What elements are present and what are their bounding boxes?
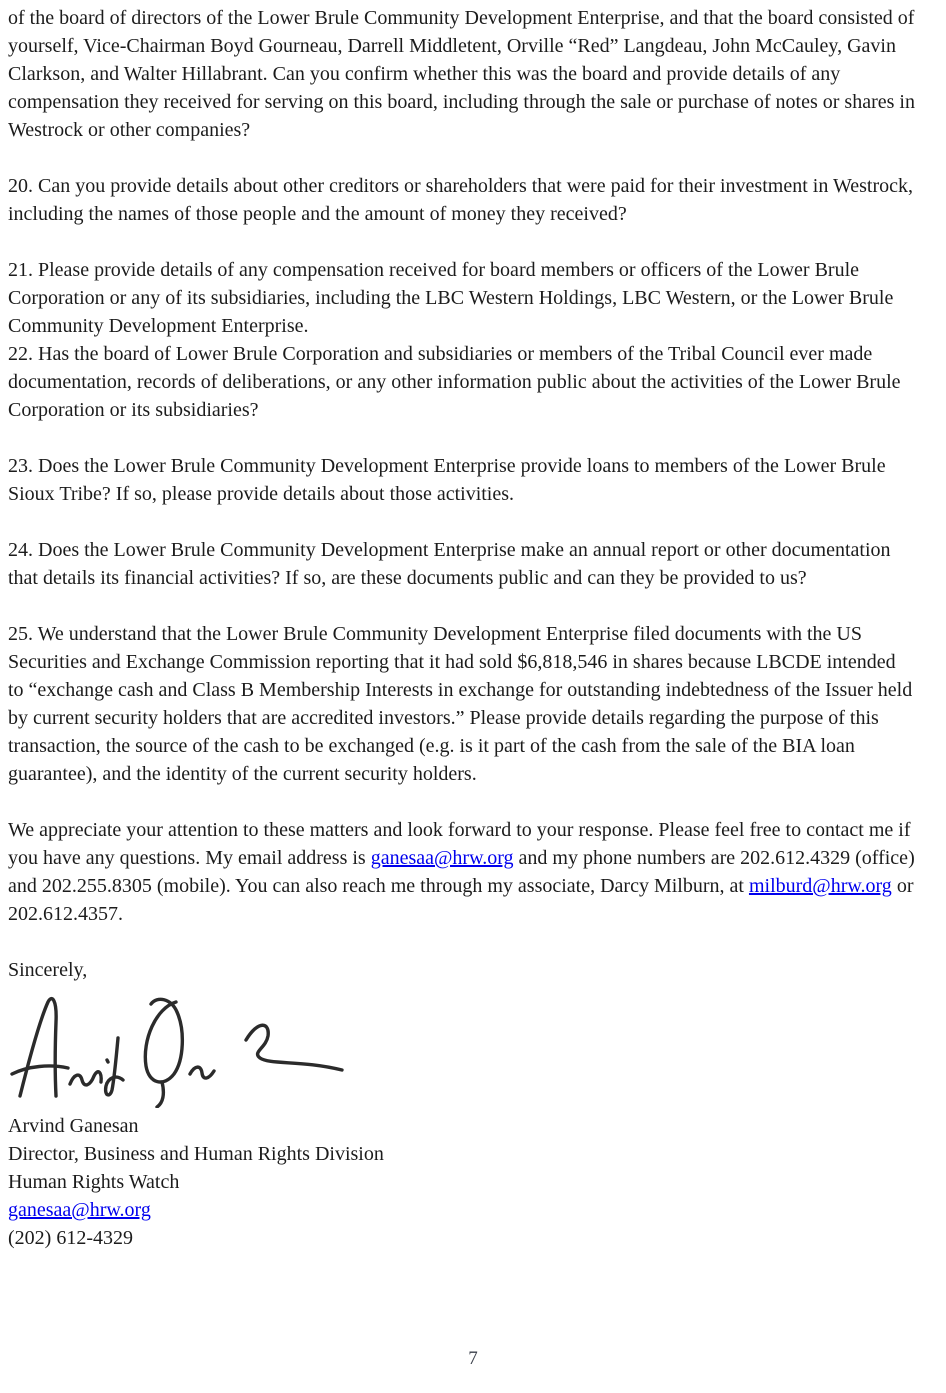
question-23: 23. Does the Lower Brule Community Development Enterprise provide loans to members of the Lower Brule Sioux Tribe? If so, please provide details about those activities. xyxy=(8,455,886,505)
page-number: 7 xyxy=(468,1348,478,1369)
question-20: 20. Can you provide details about other creditors or shareholders that were paid for their investment in Westrock, including the names of those people and the amount of money they received? xyxy=(8,175,913,225)
paragraph-continuation: of the board of directors of the Lower Brule Community Development Enterprise, and that the board consisted of yourself, Vice-Chairman Boyd Gourneau, Darrell Middletent, Orville “Red” Langdeau, John McCauley, Gavin Clarkson, and Walter Hillabrant. Can you confirm whether this was the board and provide details of any compensation they received for serving on this board, including through the sale or purchase of notes or shares in Westrock or other companies? xyxy=(8,7,915,141)
signature-block xyxy=(8,1112,916,1252)
closing-text-1: We appreciate your attention to these matters and look forward to your response. Please feel free to contact me if you have any questions. My email address is xyxy=(8,819,911,869)
sender-organization: Human Rights Watch xyxy=(8,1171,180,1193)
question-22: 22. Has the board of Lower Brule Corporation and subsidiaries or members of the Tribal Council ever made documentation, records of deliberations, or any other information public about the activities of the Lower Brule Corporation or its subsidiaries? xyxy=(8,343,901,421)
sender-email-link[interactable]: ganesaa@hrw.org xyxy=(8,1199,151,1221)
closing-paragraph xyxy=(8,816,916,928)
handwritten-signature-icon xyxy=(10,988,350,1108)
closing-text-3: or 202.612.4357. xyxy=(8,875,914,925)
question-21: 21. Please provide details of any compensation received for board members or officers of the Lower Brule Corporation or any of its subsidiaries, including the LBC Western Holdings, LBC Western, or the Lower Brule Community Development Enterprise. xyxy=(8,259,894,337)
sender-title: Director, Business and Human Rights Division xyxy=(8,1143,384,1165)
sender-name: Arvind Ganesan xyxy=(8,1115,139,1137)
email-link-ganesaa[interactable]: ganesaa@hrw.org xyxy=(370,847,514,869)
question-25: 25. We understand that the Lower Brule Community Development Enterprise filed documents with the US Securities and Exchange Commission reporting that it had sold $6,818,546 in shares because LBCDE intended to “exchange cash and Class B Membership Interests in exchange for outstanding indebtedness of the Issuer held by current security holders that are accredited investors.” Please provide details regarding the purpose of this transaction, the source of the cash to be exchanged (e.g. is it part of the cash from the sale of the BIA loan guarantee), and the identity of the current security holders. xyxy=(8,623,913,785)
closing-text-2: and my phone numbers are 202.612.4329 (office) and 202.255.8305 (mobile). You can also reach me through my associate, Darcy Milburn, at xyxy=(8,847,915,897)
question-24: 24. Does the Lower Brule Community Development Enterprise make an annual report or other documentation that details its financial activities? If so, are these documents public and can they be provided to us? xyxy=(8,539,891,589)
signature-image xyxy=(10,988,916,1110)
sender-phone: (202) 612-4329 xyxy=(8,1227,133,1249)
sincerely-text: Sincerely, xyxy=(8,959,88,981)
email-link-milburd[interactable]: milburd@hrw.org xyxy=(748,875,892,897)
